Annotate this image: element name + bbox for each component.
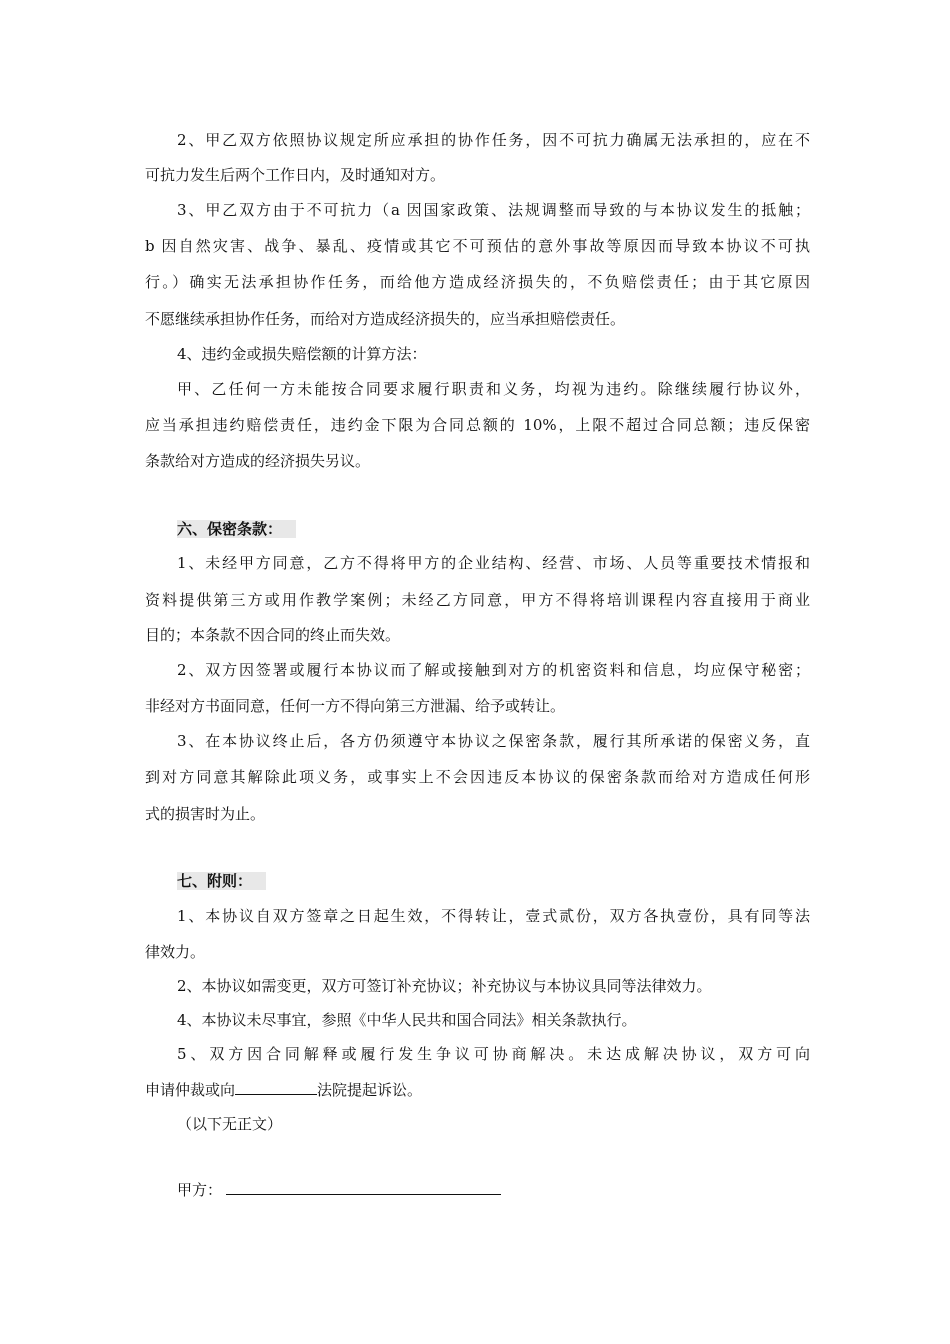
court-name-blank[interactable] [235,1079,317,1095]
section7-p5-line2 [145,1079,810,1100]
section7-p2: 2、本协议如需变更，双方可签订补充协议；补充协议与本协议具同等法律效力。 [177,977,712,995]
section7-heading [177,871,266,891]
section6-p1-line3: 目的；本条款不因合同的终止而失效。 [145,626,401,644]
party-a-signature-blank[interactable] [226,1179,501,1195]
clause5-p3-line4: 不愿继续承担协作任务，而给对方造成经济损失的，应当承担赔偿责任。 [145,310,626,328]
end-note: （以下无正文） [177,1115,283,1133]
section6-p3-line2: 到对方同意其解除此项义务，或事实上不会因违反本协议的保密条款而给对方造成任何形 [145,768,810,786]
section6-heading-text: 六、保密条款： [177,520,296,538]
section7-p1-line2: 律效力。 [145,943,206,961]
section6-p3-line1: 3、在本协议终止后，各方仍须遵守本协议之保密条款，履行其所承诺的保密义务，直 [177,732,810,750]
clause5-p2-line2: 可抗力发生后两个工作日内，及时通知对方。 [145,166,446,184]
clause5-p4-detail-line1: 甲、乙任何一方未能按合同要求履行职责和义务，均视为违约。除继续履行协议外， [177,380,810,398]
section6-p1-line1: 1、未经甲方同意，乙方不得将甲方的企业结构、经营、市场、人员等重要技术情报和 [177,554,810,572]
clause5-p4-detail-line2: 应当承担违约赔偿责任，违约金下限为合同总额的 10%，上限不超过合同总额；违反保密 [145,416,810,434]
section7-p4: 4、本协议未尽事宜，参照《中华人民共和国合同法》相关条款执行。 [177,1011,637,1029]
party-a-signature-line [177,1179,810,1200]
clause5-p2-line1: 2、甲乙双方依照协议规定所应承担的协作任务，因不可抗力确属无法承担的，应在不 [177,131,810,149]
p5-text-before: 申请仲裁或向 [145,1081,236,1099]
section6-p2-line2: 非经对方书面同意，任何一方不得向第三方泄漏、给予或转让。 [145,697,566,715]
clause5-p3-line2: b 因自然灾害、战争、暴乱、疫情或其它不可预估的意外事故等原因而导致本协议不可执 [145,237,810,255]
clause5-p4: 4、违约金或损失赔偿额的计算方法： [177,345,427,363]
clause5-p3-line3: 行。）确实无法承担协作任务，而给他方造成经济损失的，不负赔偿责任；由于其它原因 [145,273,810,291]
clause5-p4-detail-line3: 条款给对方造成的经济损失另议。 [145,452,371,470]
section6-heading [177,519,296,539]
section6-p1-line2: 资料提供第三方或用作教学案例；未经乙方同意，甲方不得将培训课程内容直接用于商业 [145,591,810,609]
party-a-label: 甲方： [177,1181,223,1199]
p5-text-after: 法院提起诉讼。 [317,1081,423,1099]
section7-p5-line1: 5、双方因合同解释或履行发生争议可协商解决。未达成解决协议，双方可向 [177,1045,810,1063]
section7-heading-text: 七、附则： [177,872,266,890]
section7-p1-line1: 1、本协议自双方签章之日起生效，不得转让，壹式贰份，双方各执壹份，具有同等法 [177,907,810,925]
clause5-p3-line1: 3、甲乙双方由于不可抗力（a 因国家政策、法规调整而导致的与本协议发生的抵触； [177,201,810,219]
section6-p3-line3: 式的损害时为止。 [145,805,266,823]
section6-p2-line1: 2、双方因签署或履行本协议而了解或接触到对方的机密资料和信息，均应保守秘密； [177,661,810,679]
